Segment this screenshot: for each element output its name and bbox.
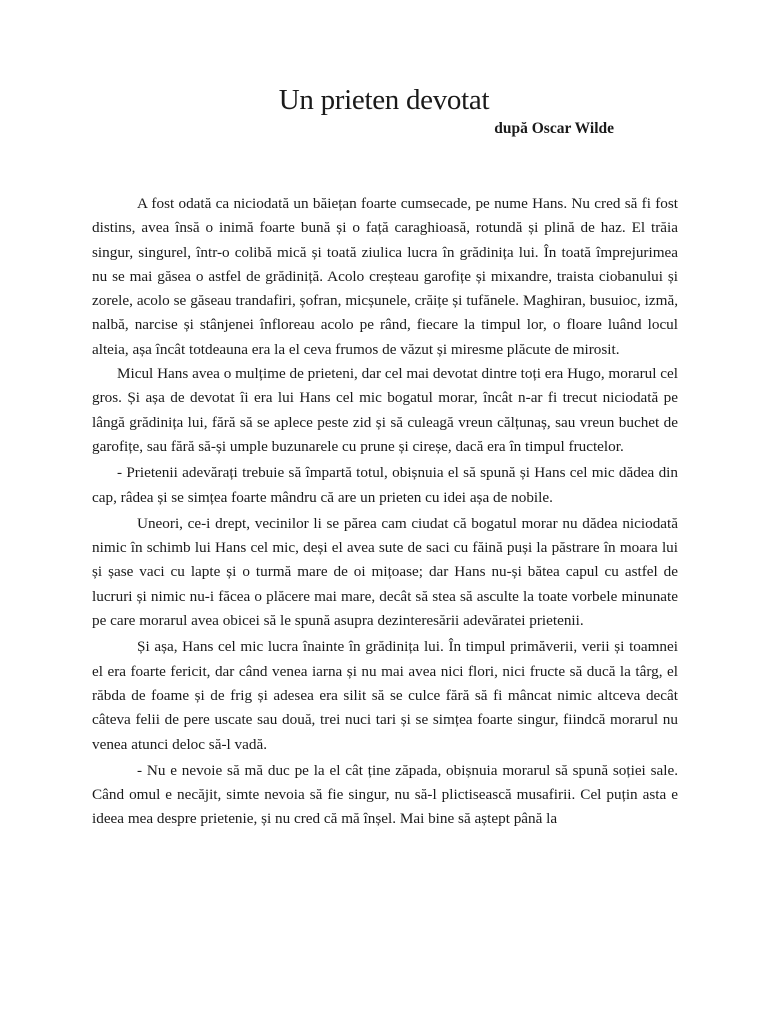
paragraph-2: Micul Hans avea o mulțime de prieteni, dar cel mai devotat dintre toți era Hugo, morarul cel gros. Și așa de devotat îi era lui Hans cel mic bogatul morar, încât n-ar fi trecut niciodată pe lângă grădinița lui, fără să se aplece peste zid și să culeagă vreun călțunaș, sau vreun buchet de garofițe, sau fără să-și umple buzunarele cu prune și cireșe, dacă era în timpul fructelor. (92, 365, 678, 455)
document-body (92, 192, 678, 832)
paragraph-4: Uneori, ce-i drept, vecinilor li se părea cam ciudat că bogatul morar nu dădea niciodată nimic în schimb lui Hans cel mic, deși el avea sute de saci cu făină puși la păstrare în moara lui și șase vaci cu lapte și o turmă mare de oi mițoase; dar Hans nu-și bătea capul cu astfel de lucruri și nimic nu-i făcea o plăcere mai mare, decât să stea să asculte la toate vorbele minunate pe care morarul avea obicei să le spună asupra dezinteresării adevăratei prietenii. (92, 514, 678, 630)
document-subtitle: după Oscar Wilde (494, 120, 614, 137)
paragraph-3: - Prietenii adevărați trebuie să împartă totul, obișnuia el să spună și Hans cel mic dădea din cap, râdea și se simțea foarte mândru că are un prieten cu idei așa de nobile. (92, 464, 678, 506)
paragraph-1: A fost odată ca niciodată un băiețan foarte cumsecade, pe nume Hans. Nu cred să fi fost distins, avea însă o inimă foarte bună și o față caraghioasă, rotundă și plină de haz. El trăia singur, singurel, într-o colibă mică și toată ziulica lucra în grădinița lui. În toată împrejurimea nu se mai găsea o astfel de grădiniță. Acolo creșteau garofițe și mixandre, traista ciobanului și zorele, acolo se găseau trandafiri, șofran, micșunele, crăițe și tufănele. Maghiran, busuioc, izmă, nalbă, narcise și stânjenei înfloreau acolo pe rând, fiecare la timpul lor, o floare luând locul alteia, așa încât totdeauna era la el ceva frumos de văzut și miresme plăcute de mirosit. (92, 195, 678, 358)
paragraph-6: - Nu e nevoie să mă duc pe la el cât ține zăpada, obișnuia morarul să spună soției sale. Când omul e necăjit, simte nevoia să fie singur, nu să-l plictisească musafirii. Cel puțin asta e ideea mea despre prietenie, și nu cred că mă înșel. Mai bine să aștept până la (92, 761, 678, 828)
document-title: Un prieten devotat (278, 84, 490, 116)
paragraph-5: Și așa, Hans cel mic lucra înainte în grădinița lui. În timpul primăverii, verii și toamnei el era foarte fericit, dar când venea iarna și nu mai avea nici flori, nici fructe să ducă la târg, el răbda de foame și de frig și adesea era silit să se culce fără să fi mâncat nimic altceva decât câteva felii de pere uscate sau două, trei nuci tari și se simțea foarte singur, fiindcă morarul nu venea atunci deloc să-l vadă. (92, 638, 678, 753)
